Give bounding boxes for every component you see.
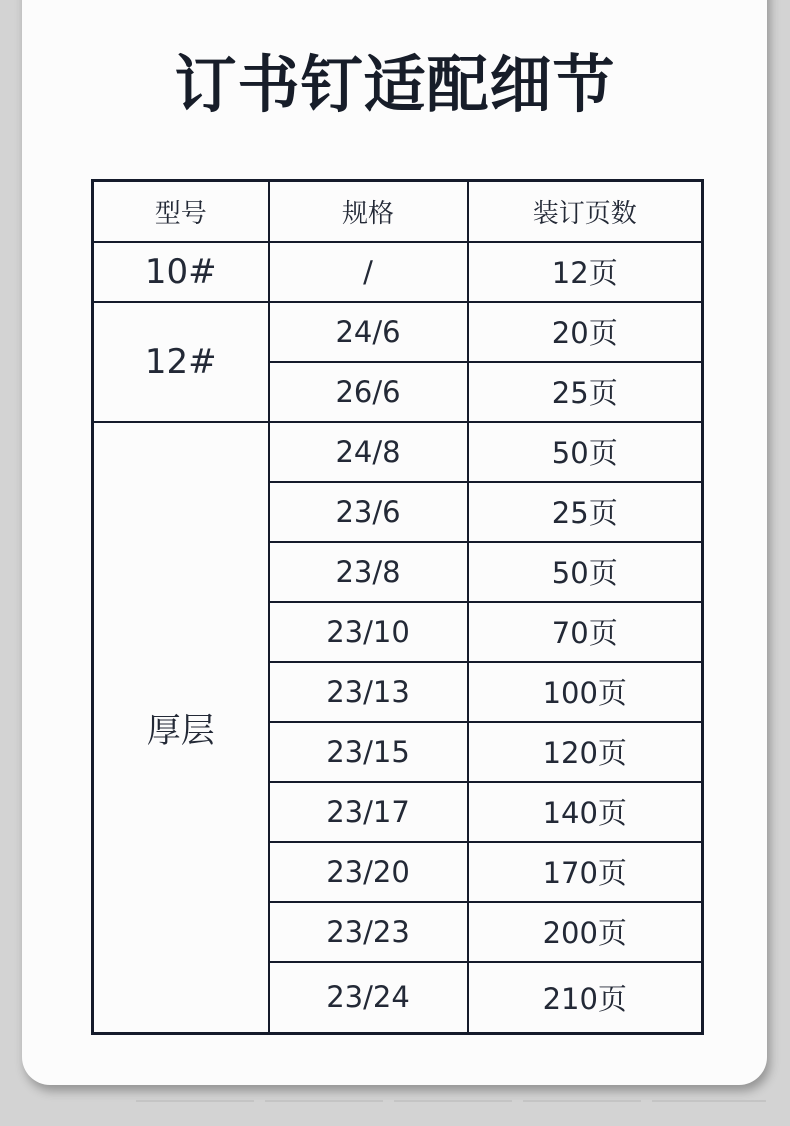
spec-cell: 24/6 bbox=[269, 302, 468, 362]
pages-cell: 200页 bbox=[468, 902, 703, 962]
spec-cell: 23/17 bbox=[269, 782, 468, 842]
model-cell: 厚层 bbox=[93, 422, 269, 1034]
staple-spec-table bbox=[91, 179, 704, 1035]
page-title: 订书钉适配细节 bbox=[174, 48, 616, 121]
spec-cell: 23/23 bbox=[269, 902, 468, 962]
pages-cell: 210页 bbox=[468, 962, 703, 1034]
column-header-model: 型号 bbox=[93, 181, 269, 242]
pages-cell: 140页 bbox=[468, 782, 703, 842]
pages-cell: 20页 bbox=[468, 302, 703, 362]
next-section-divider bbox=[136, 1100, 766, 1102]
model-cell: 10# bbox=[93, 242, 269, 302]
model-cell: 12# bbox=[93, 302, 269, 422]
spec-cell: 23/6 bbox=[269, 482, 468, 542]
spec-cell: 23/15 bbox=[269, 722, 468, 782]
table-header-row bbox=[93, 181, 703, 242]
pages-cell: 120页 bbox=[468, 722, 703, 782]
pages-cell: 70页 bbox=[468, 602, 703, 662]
pages-cell: 50页 bbox=[468, 542, 703, 602]
spec-cell: 26/6 bbox=[269, 362, 468, 422]
spec-cell: 23/13 bbox=[269, 662, 468, 722]
spec-cell: 23/24 bbox=[269, 962, 468, 1034]
spec-cell: 24/8 bbox=[269, 422, 468, 482]
pages-cell: 12页 bbox=[468, 242, 703, 302]
spec-cell: / bbox=[269, 242, 468, 302]
table-row bbox=[93, 422, 703, 482]
table-row bbox=[93, 302, 703, 362]
column-header-spec: 规格 bbox=[269, 181, 468, 242]
table-row bbox=[93, 242, 703, 302]
spec-cell: 23/20 bbox=[269, 842, 468, 902]
spec-cell: 23/10 bbox=[269, 602, 468, 662]
pages-cell: 170页 bbox=[468, 842, 703, 902]
pages-cell: 50页 bbox=[468, 422, 703, 482]
pages-cell: 25页 bbox=[468, 362, 703, 422]
pages-cell: 100页 bbox=[468, 662, 703, 722]
spec-cell: 23/8 bbox=[269, 542, 468, 602]
column-header-pages: 装订页数 bbox=[468, 181, 703, 242]
pages-cell: 25页 bbox=[468, 482, 703, 542]
